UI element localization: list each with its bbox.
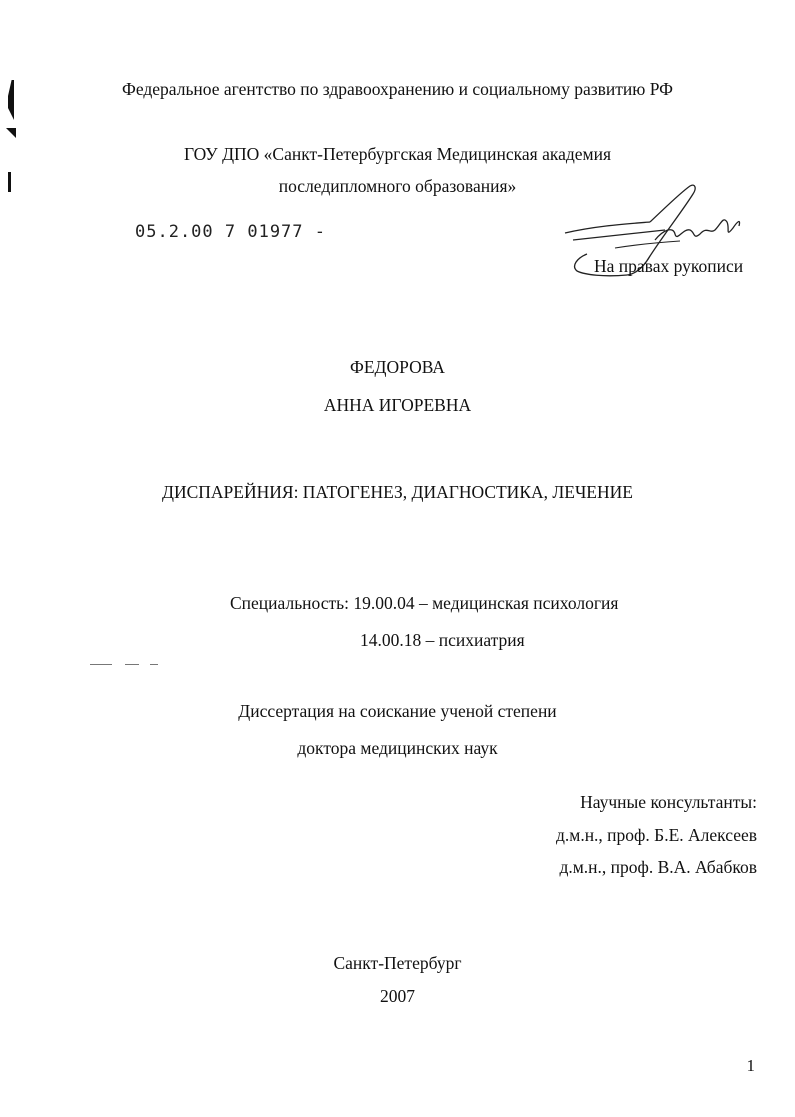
scan-mark bbox=[125, 664, 139, 665]
specialty-line-2: 14.00.18 – психиатрия bbox=[360, 630, 525, 650]
registration-stamp: 05.2.00 7 01977 - bbox=[135, 222, 326, 242]
dissertation-title: ДИСПАРЕЙНИЯ: ПАТОГЕНЕЗ, ДИАГНОСТИКА, ЛЕЧЕНИЕ bbox=[162, 482, 633, 502]
author-surname: ФЕДОРОВА bbox=[350, 357, 445, 377]
institution-line-2: последипломного образования» bbox=[278, 176, 517, 196]
year: 2007 bbox=[380, 986, 415, 1006]
specialty-line-1: Специальность: 19.00.04 – медицинская психология bbox=[230, 593, 619, 613]
scan-mark bbox=[6, 128, 16, 138]
city: Санкт-Петербург bbox=[333, 953, 462, 973]
rights-note: На правах рукописи bbox=[594, 256, 744, 276]
page-number: 1 bbox=[746, 1056, 755, 1075]
author-name: АННА ИГОРЕВНА bbox=[323, 395, 472, 415]
institution-line-1: ГОУ ДПО «Санкт-Петербургская Медицинская академия bbox=[183, 144, 612, 164]
degree-line-1: Диссертация на соискание ученой степени bbox=[238, 701, 557, 721]
agency-line: Федеральное агентство по здравоохранению и социальному развитию РФ bbox=[122, 79, 673, 99]
scan-mark bbox=[150, 664, 158, 665]
consultant-1: д.м.н., проф. Б.Е. Алексеев bbox=[555, 825, 757, 845]
consultants-heading: Научные консультанты: bbox=[580, 792, 757, 812]
consultant-2: д.м.н., проф. В.А. Абабков bbox=[559, 857, 757, 877]
degree-line-2: доктора медицинских наук bbox=[297, 738, 498, 758]
scan-mark bbox=[90, 664, 112, 665]
